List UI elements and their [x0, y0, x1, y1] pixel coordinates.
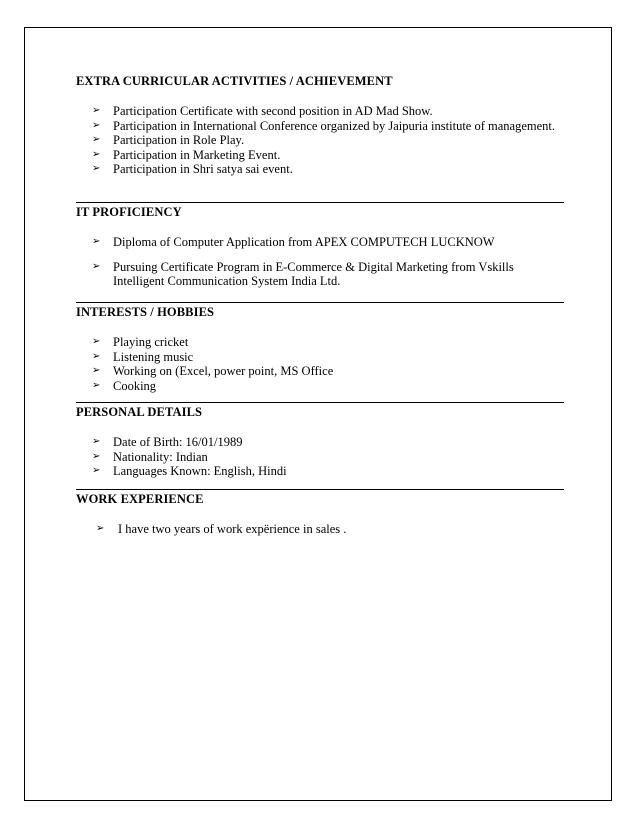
arrow-bullet-icon: ➢ [92, 436, 101, 447]
arrow-bullet-icon: ➢ [92, 119, 101, 131]
work-experience-list [76, 522, 564, 537]
section-extra-curricular [76, 74, 564, 177]
arrow-bullet-icon: ➢ [92, 236, 101, 247]
list-item: ➢ Languages Known: English, Hindi [92, 464, 287, 478]
arrow-bullet-icon: ➢ [92, 163, 101, 174]
arrow-bullet-icon: ➢ [92, 379, 101, 391]
arrow-bullet-icon: ➢ [96, 523, 105, 534]
section-work-experience [76, 492, 564, 537]
extra-curricular-list [76, 104, 564, 177]
section-divider [76, 202, 564, 203]
list-item: ➢ Working on (Excel, power point, MS Office [92, 364, 334, 378]
arrow-bullet-icon: ➢ [92, 350, 101, 362]
section-it-proficiency [76, 205, 564, 289]
arrow-bullet-icon: ➢ [92, 105, 101, 116]
arrow-bullet-icon: ➢ [92, 465, 101, 476]
arrow-bullet-icon: ➢ [92, 148, 101, 160]
section-divider [76, 489, 564, 490]
list-item: ➢ Diploma of Computer Application from APEX COMPUTECH LUCKNOW [92, 235, 495, 249]
arrow-bullet-icon: ➢ [92, 336, 101, 347]
it-proficiency-list [76, 235, 564, 289]
list-item: ➢ Participation in International Conference organized by Jaipuria institute of management. [92, 118, 555, 133]
arrow-bullet-icon: ➢ [92, 450, 101, 462]
arrow-bullet-icon: ➢ [92, 260, 101, 272]
list-item: ➢ Participation in Role Play. [92, 133, 245, 147]
section-heading-it-proficiency: IT PROFICIENCY [76, 205, 182, 219]
section-personal-details [76, 405, 564, 479]
section-heading-extra-curricular: EXTRA CURRICULAR ACTIVITIES / ACHIEVEMENT [76, 74, 393, 88]
interests-list [76, 335, 564, 393]
list-item: ➢ Listening music [92, 349, 194, 364]
arrow-bullet-icon: ➢ [92, 134, 101, 145]
section-heading-personal-details: PERSONAL DETAILS [76, 405, 203, 419]
list-item: ➢ Playing cricket [92, 335, 189, 349]
list-item: ➢ Nationality: Indian [92, 449, 208, 464]
section-heading-interests: INTERESTS / HOBBIES [76, 305, 215, 319]
section-interests [76, 305, 564, 393]
list-item: ➢ Pursuing Certificate Program in E-Commerce & Digital Marketing from Vskills Intelligent Communication System India Ltd. [92, 259, 514, 288]
list-item: ➢ Participation Certificate with second position in AD Mad Show. [92, 104, 433, 118]
section-divider [76, 402, 564, 403]
list-item: ➢ Date of Birth: 16/01/1989 [92, 435, 243, 449]
section-divider [76, 302, 564, 303]
list-item: ➢ Participation in Shri satya sai event. [92, 162, 293, 176]
arrow-bullet-icon: ➢ [92, 365, 101, 376]
list-item: ➢ Cooking [92, 378, 157, 393]
list-item: ➢ I have two years of work expërience in sales . [96, 522, 347, 536]
personal-details-list [76, 435, 564, 479]
section-heading-work-experience: WORK EXPERIENCE [76, 492, 204, 506]
list-item: ➢ Participation in Marketing Event. [92, 147, 281, 162]
